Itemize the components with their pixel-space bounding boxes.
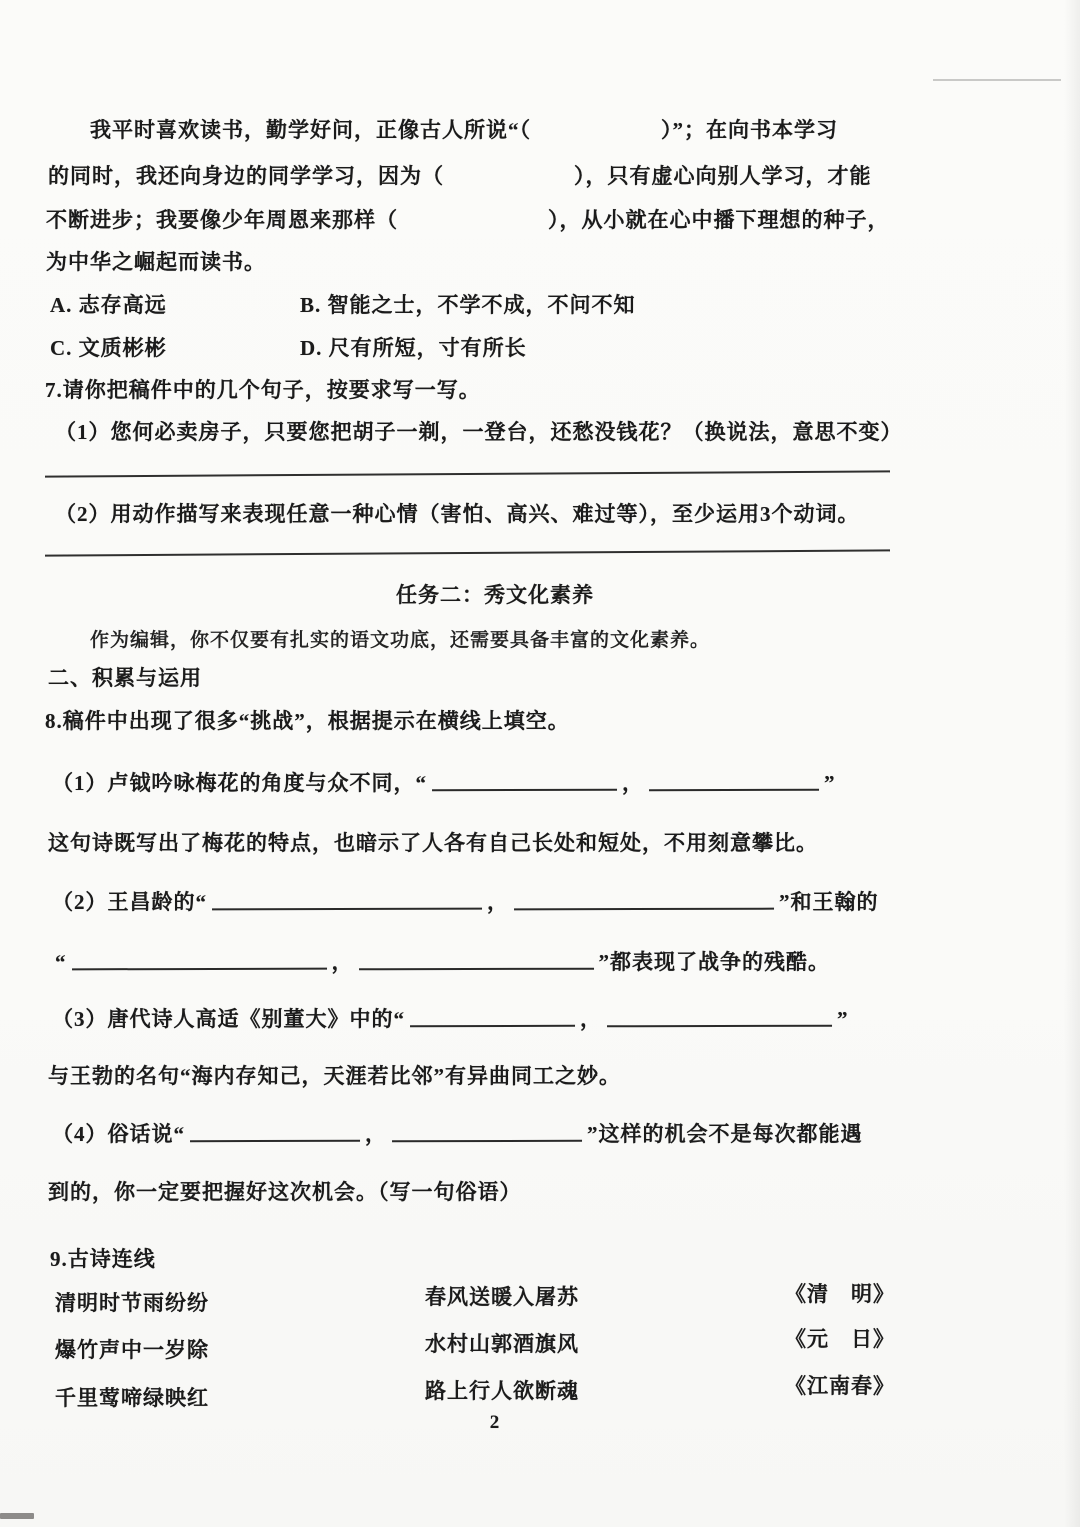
answer-blank [392, 1121, 582, 1142]
intro-text: 的同时，我还向身边的同学学习，因为（ [48, 164, 444, 188]
answer-blank [71, 949, 326, 971]
question-7-sub-1-text: （1）您何必卖房子，只要您把胡子一剃，一登台，还愁没钱花？（换说法，意思不变） [55, 420, 903, 444]
answer-line [45, 549, 890, 556]
intro-line-1 [90, 115, 838, 145]
question-7-sub-2 [55, 499, 860, 529]
section-2-heading-text: 二、积累与运用 [48, 666, 202, 690]
intro-text: 我平时喜欢读书，勤学好问，正像古人所说“（ [90, 118, 531, 142]
poem-title [785, 1324, 895, 1354]
question-8-sub-1-note [48, 828, 818, 858]
question-8-sub-4-line-1 [52, 1119, 863, 1149]
answer-blank [190, 1121, 360, 1142]
task-2-note-text: 作为编辑，你不仅要有扎实的语文功底，还需要具备丰富的文化素养。 [90, 630, 711, 651]
poem-title [785, 1279, 895, 1309]
question-8-title-text: 8.稿件中出现了很多“挑战”，根据提示在横线上填空。 [45, 709, 570, 733]
task-2-note [90, 625, 710, 652]
intro-text: ）”；在向书本学习 [661, 118, 838, 142]
question-8-sub-3-note [48, 1061, 621, 1091]
answer-blank [607, 1006, 832, 1027]
poem-line-text: 春风送暖入屠苏 [425, 1285, 579, 1309]
answer-blank [649, 770, 819, 791]
answer-blank [358, 949, 593, 971]
intro-line-2 [48, 161, 872, 191]
poem-line-match [425, 1329, 579, 1359]
poem-line-first [55, 1288, 209, 1318]
scan-artifact-line [933, 79, 1061, 81]
comma: ， [365, 1122, 387, 1146]
question-8-title [45, 706, 570, 736]
answer-blank [410, 1006, 575, 1027]
section-2-heading [48, 663, 202, 693]
intro-text: 不断进步；我要像少年周恩来那样（ [46, 208, 398, 232]
intro-text: ），从小就在心中播下理想的种子， [548, 208, 890, 232]
comma: ， [487, 890, 509, 914]
question-8-sub-4-suffix-text: ”这样的机会不是每次都能遇 [587, 1122, 863, 1146]
question-8-sub-1 [52, 768, 836, 798]
question-8-sub-1-text: （1）卢钺吟咏梅花的角度与众不同，“ [52, 771, 427, 795]
poem-title-text: 《元 日》 [785, 1327, 895, 1351]
poem-title-text: 《清 明》 [785, 1282, 895, 1306]
task-2-heading [0, 580, 990, 610]
scan-edge-shade [1064, 0, 1080, 1527]
answer-line [45, 470, 890, 477]
paren-answer-gap [444, 182, 574, 183]
question-8-sub-3-note-text: 与王勃的名句“海内存知己，天涯若比邻”有异曲同工之妙。 [48, 1064, 621, 1088]
poem-line-text: 路上行人欲断魂 [425, 1379, 579, 1403]
question-8-sub-2-line-1 [52, 887, 879, 917]
option-a [50, 290, 167, 320]
option-d-label: D. 尺有所短，寸有所长 [300, 336, 527, 360]
question-8-sub-2-text: （2）王昌龄的“ [52, 890, 207, 914]
poem-line-match [425, 1282, 579, 1312]
poem-line-text: 千里莺啼绿映红 [55, 1386, 209, 1410]
option-d [300, 333, 527, 363]
answer-blank [212, 889, 482, 911]
comma: ， [331, 950, 354, 974]
poem-line-text: 水村山郭酒旗风 [425, 1332, 579, 1356]
scan-corner-smudge [0, 1513, 34, 1519]
close-quote: ” [837, 1007, 849, 1031]
poem-line-text: 清明时节雨纷纷 [55, 1291, 209, 1315]
option-c [50, 333, 167, 363]
option-c-label: C. 文质彬彬 [50, 336, 167, 360]
question-8-sub-4-text: （4）俗话说“ [52, 1122, 185, 1146]
page-number-text: 2 [489, 1412, 501, 1433]
question-8-sub-2-line-2 [55, 947, 830, 977]
poem-line-text: 爆竹声中一岁除 [55, 1338, 209, 1362]
question-7-sub-2-text: （2）用动作描写来表现任意一种心情（害怕、高兴、难过等），至少运用3个动词。 [55, 502, 860, 526]
poem-line-first [55, 1335, 209, 1365]
intro-text: ），只有虚心向别人学习，才能 [574, 164, 872, 188]
question-8-sub-4-line-2 [48, 1177, 522, 1207]
intro-line-4 [46, 247, 266, 277]
option-b-label: B. 智能之士，不学不成，不问不知 [300, 293, 636, 317]
question-7-title [45, 375, 481, 405]
question-9-title [50, 1244, 156, 1274]
close-quote: ” [824, 771, 836, 795]
question-8-sub-3-text: （3）唐代诗人高适《别董大》中的“ [52, 1007, 405, 1031]
question-8-sub-1-note-text: 这句诗既写出了梅花的特点，也暗示了人各有自己长处和短处，不用刻意攀比。 [48, 831, 818, 855]
question-8-sub-4-line-2-text: 到的，你一定要把握好这次机会。（写一句俗语） [48, 1180, 522, 1204]
question-7-title-text: 7.请你把稿件中的几个句子，按要求写一写。 [45, 378, 481, 402]
question-7-sub-1 [55, 417, 903, 447]
task-2-heading-text: 任务二：秀文化素养 [396, 583, 594, 607]
poem-title-text: 《江南春》 [785, 1374, 895, 1398]
paren-answer-gap [398, 226, 548, 227]
poem-line-match [425, 1376, 579, 1406]
comma: ， [622, 771, 644, 795]
poem-title [785, 1371, 895, 1401]
paren-answer-gap [531, 136, 661, 137]
answer-blank [514, 889, 774, 911]
open-quote: “ [55, 950, 67, 974]
option-b [300, 290, 636, 320]
comma: ， [580, 1007, 602, 1031]
question-8-sub-2-suffix-text: ”都表现了战争的残酷。 [598, 950, 830, 974]
question-8-sub-3 [52, 1004, 849, 1034]
question-8-sub-2-mid-text: ”和王翰的 [779, 890, 879, 914]
intro-line-3 [46, 205, 890, 235]
answer-blank [432, 770, 617, 791]
page-number [0, 1408, 990, 1438]
question-9-title-text: 9.古诗连线 [50, 1247, 156, 1271]
intro-text: 为中华之崛起而读书。 [46, 250, 266, 274]
option-a-label: A. 志存高远 [50, 293, 167, 317]
